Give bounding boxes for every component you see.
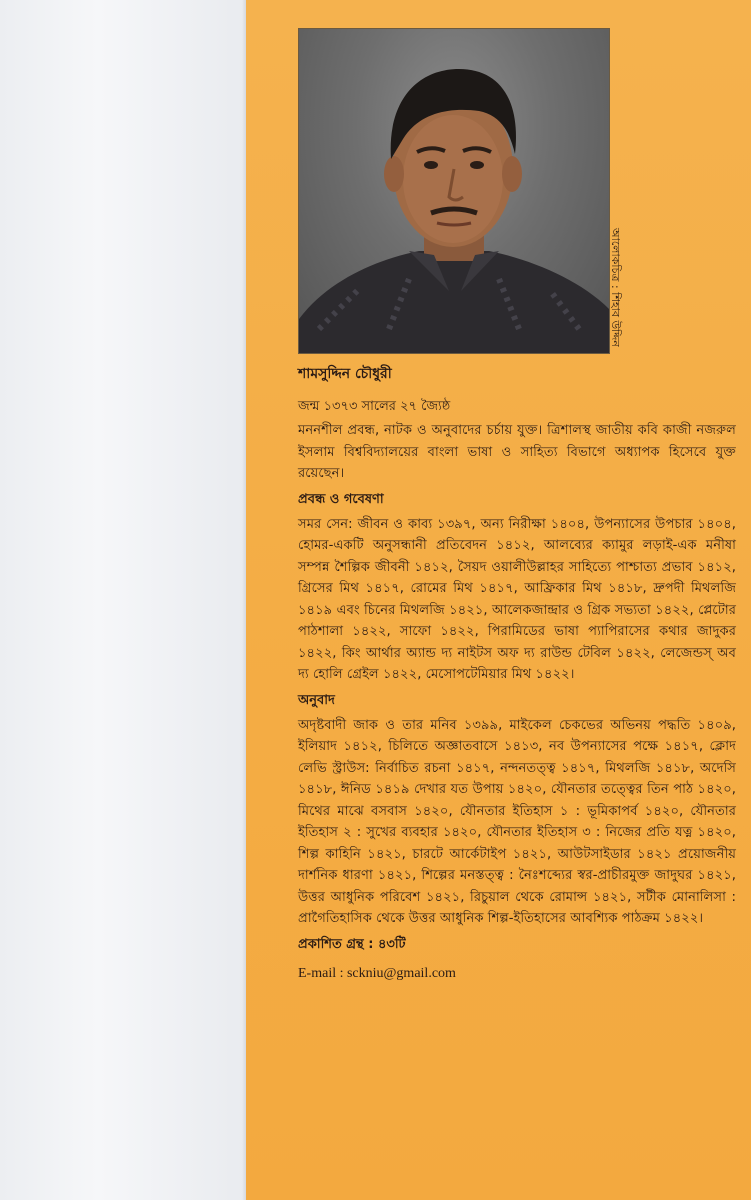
essays-heading: প্রবন্ধ ও গবেষণা (298, 491, 384, 507)
published-books (298, 935, 736, 956)
essays-list: সমর সেন: জীবন ও কাব্য ১৩৯৭, অন্য নিরীক্ষা ১৪০৪, উপন্যাসের উপচার ১৪০৪, হোমর-একটি অনুসন্ধানী প্রতিবেদন ১৪১২, আলব্যের ক্যামুর লড়াই-এক মনীষা সম্পন্ন শৈল্পিক জীবনী ১৪১২, সৈয়দ ওয়ালীউল্লাহর সাহিত্যে পাশ্চাত্য প্রভাব ১৪১২, গ্রিসের মিথ ১৪১৭, রোমের মিথ ১৪১৭, আফ্রিকার মিথ ১৪১৮, দ্রুপদী মিথলজি ১৪১৯ এবং চিনের মিথলজি ১৪২১, আলেকজান্দ্রার ও গ্রিক সভ্যতা ১৪২২, প্লেটোর পাঠশালা ১৪২২, সাফো ১৪২২, পিরামিডের ভাষা প্যাপিরাসের কথার জাদুকর ১৪২২, কিং আর্থার অ্যান্ড দ্য নাইটস অফ দ্য রাউন্ড টেবিল ১৪২২, লেজেন্ডস্ অব দ্য হোলি গ্রেইল ১৪২২, মেসোপটেমিয়ার মিথ ১৪২২। (298, 516, 736, 682)
author-birth: জন্ম ১৩৭৩ সালের ২৭ জ্যৈষ্ঠ (298, 399, 451, 414)
book-flap (246, 0, 751, 1200)
author-bio: মননশীল প্রবন্ধ, নাটক ও অনুবাদের চর্চায় যুক্ত। ত্রিশালস্থ জাতীয় কবি কাজী নজরুল ইসলাম বিশ্ববিদ্যালয়ের বাংলা ভাষা ও সাহিত্য বিভাগে অধ্যাপক হিসেবে যুক্ত রয়েছেন। (298, 423, 736, 481)
author-email[interactable]: E-mail : sckniu@gmail.com (298, 965, 456, 981)
author-name: শামসুদ্দিন চৌধুরী (298, 366, 392, 382)
portrait-illustration (299, 29, 609, 353)
published-count: ৪৩টি (377, 936, 406, 952)
translations-list: অদৃষ্টবাদী জাক ও তার মনিব ১৩৯৯, মাইকেল চেকভের অভিনয় পদ্ধতি ১৪০৯, ইলিয়াদ ১৪১২, চিলিতে অজ্ঞাতবাসে ১৪১৩, নব উপন্যাসের পক্ষে ১৪১৭, ক্লোদ লেভি স্ট্রাউস: নির্বাচিত রচনা ১৪১৭, নন্দনতত্ত্ব ১৪১৭, মিথলজি ১৪১৮, অদেসি ১৪১৮, ঈনিড ১৪১৯ দেখার যত উপায় ১৪২০, যৌনতার তত্ত্বের তিন পাঠ ১৪২০, মিথের মাঝে বসবাস ১৪২০, যৌনতার ইতিহাস ১ : ভূমিকাপর্ব ১৪২০, যৌনতার ইতিহাস ২ : সুখের ব্যবহার ১৪২০, যৌনতার ইতিহাস ৩ : নিজের প্রতি যত্ন ১৪২০, শিল্প কাহিনি ১৪২১, চারটে আর্কেটাইপ ১৪২১, আউটসাইডার ১৪২১ প্রয়োজনীয় দার্শনিক ধারণা ১৪২১, শিল্পের মনস্তত্ত্ব : নৈঃশব্দ্যের স্বর-প্রাচীরমুক্ত জাদুঘর ১৪২১, উত্তর আধুনিক পরিবেশ ১৪২১, রিচুয়াল থেকে রোমান্স ১৪২১, সটীক মোনালিসা : প্রাগৈতিহাসিক থেকে উত্তর আধুনিক শিল্প-ইতিহাসের আবশ্যিক পাঠক্রম ১৪২২। (298, 717, 736, 926)
back-cover-paper (0, 0, 246, 1200)
translations-heading: অনুবাদ (298, 692, 335, 708)
author-bio-section (298, 362, 736, 996)
photo-credit: আলোকচিত্র : শিহাব উদ্দিন (609, 228, 622, 347)
published-separator: : (363, 936, 378, 952)
published-label: প্রকাশিত গ্রন্থ (298, 936, 364, 952)
author-photo (298, 28, 610, 354)
